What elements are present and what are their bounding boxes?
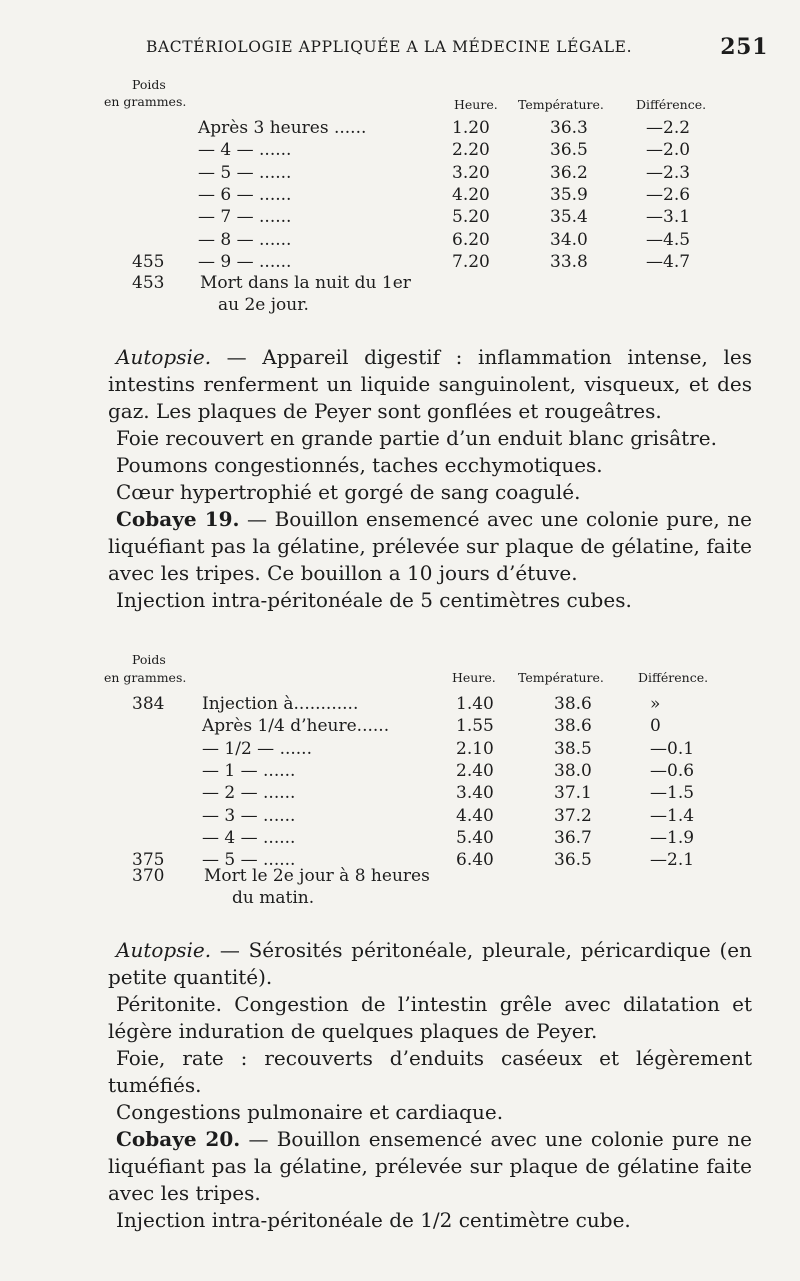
death-weight: 453 xyxy=(132,273,165,293)
row-temperature: 34.0 xyxy=(550,229,588,250)
autopsie-text: — Sérosités péritonéale, pleurale, péricardique (en petite quantité). xyxy=(108,938,752,989)
text-block-1 xyxy=(108,344,752,614)
row-temperature: 36.7 xyxy=(554,827,592,848)
col-weight-line1: Poids xyxy=(132,652,166,667)
row-label: Injection à............ xyxy=(202,694,359,714)
col-weight-line1: Poids xyxy=(132,77,166,92)
row-hour: 6.20 xyxy=(452,229,490,250)
row-temperature: 37.1 xyxy=(554,783,592,804)
col-difference: Différence. xyxy=(636,97,707,112)
row-difference: —2.0 xyxy=(646,140,691,161)
row-difference: —0.1 xyxy=(650,738,695,759)
death-line-2: au 2e jour. xyxy=(218,295,309,315)
row-weight: 384 xyxy=(132,694,165,714)
row-hour: 4.20 xyxy=(452,184,490,205)
row-hour: 3.40 xyxy=(456,783,494,804)
row-temperature: 36.5 xyxy=(554,850,592,871)
row-hour: 2.10 xyxy=(456,738,494,759)
row-difference: —0.6 xyxy=(650,760,695,781)
row-label: Après 3 heures ...... xyxy=(198,118,367,138)
row-difference: » xyxy=(650,694,661,714)
col-hour: Heure. xyxy=(454,97,498,112)
paragraph-poumons: Poumons congestionnés, taches ecchymotiques. xyxy=(116,453,603,477)
row-difference: —2.3 xyxy=(646,162,691,183)
row-hour: 1.55 xyxy=(456,716,494,737)
row-hour: 4.40 xyxy=(456,805,494,826)
autopsie-paragraph xyxy=(108,937,752,991)
row-temperature: 38.6 xyxy=(554,716,592,737)
death-weight: 370 xyxy=(132,866,165,886)
row-difference: —2.2 xyxy=(646,118,691,138)
col-hour: Heure. xyxy=(452,670,496,685)
row-temperature: 35.4 xyxy=(550,207,588,228)
cobaye-text: — Bouillon ensemencé avec une colonie pure ne liquéfiant pas la gélatine, prélevée sur plaque de gélatine faite avec les tripes. xyxy=(108,1127,752,1205)
row-difference: —2.1 xyxy=(650,850,695,871)
death-line-2: du matin. xyxy=(232,888,315,908)
row-temperature: 38.6 xyxy=(554,694,592,714)
row-temperature: 36.3 xyxy=(550,118,588,138)
row-label: — 6 — ...... xyxy=(198,184,292,205)
paragraph-congestions: Congestions pulmonaire et cardiaque. xyxy=(116,1100,504,1124)
autopsie-paragraph xyxy=(108,344,752,425)
paragraph-injection: Injection intra-péritonéale de 1/2 centimètre cube. xyxy=(116,1208,631,1232)
row-hour: 1.20 xyxy=(452,118,490,138)
cobaye-paragraph xyxy=(108,506,752,587)
autopsie-text: — Appareil digestif : inflammation intense, les intestins renferment un liquide sanguinolent, visqueux, et des gaz. Les plaques de Peyer sont gonflées et rougeâtres. xyxy=(108,345,752,423)
col-weight-line2: en grammes. xyxy=(104,94,187,109)
death-line-1: Mort le 2e jour à 8 heures xyxy=(204,866,430,886)
row-hour: 2.40 xyxy=(456,760,494,781)
death-line-1: Mort dans la nuit du 1er xyxy=(200,273,411,293)
row-difference: 0 xyxy=(650,716,661,737)
row-label: — 8 — ...... xyxy=(198,229,292,250)
row-difference: —3.1 xyxy=(646,207,691,228)
row-label: — 2 — ...... xyxy=(202,783,296,804)
paragraph-foie-rate: Foie, rate : recouverts d’enduits caséeux et légèrement tuméfiés. xyxy=(108,1046,752,1097)
row-difference: —2.6 xyxy=(646,184,691,205)
row-label: — 5 — ...... xyxy=(202,850,296,871)
row-hour: 5.40 xyxy=(456,827,494,848)
row-label: Après 1/4 d’heure...... xyxy=(202,716,390,737)
row-temperature: 35.9 xyxy=(550,184,588,205)
row-temperature: 36.2 xyxy=(550,162,588,183)
header-title: BACTÉRIOLOGIE APPLIQUÉE A LA MÉDECINE LÉGALE. xyxy=(146,38,633,56)
row-label: — 5 — ...... xyxy=(198,162,292,183)
row-difference: —4.5 xyxy=(646,229,691,250)
row-label: — 4 — ...... xyxy=(198,140,292,161)
cobaye-label: Cobaye 19. xyxy=(116,507,240,531)
text-block-2 xyxy=(108,937,752,1234)
page-number: 251 xyxy=(720,34,768,60)
row-hour: 7.20 xyxy=(452,251,490,272)
autopsie-label: Autopsie. xyxy=(116,345,212,369)
row-temperature: 38.5 xyxy=(554,738,592,759)
row-difference: —4.7 xyxy=(646,251,691,272)
row-label: — 1 — ...... xyxy=(202,760,296,781)
row-weight: 375 xyxy=(132,850,165,871)
row-temperature: 38.0 xyxy=(554,760,592,781)
col-temperature: Température. xyxy=(518,97,604,112)
row-hour: 3.20 xyxy=(452,162,490,183)
col-difference: Différence. xyxy=(638,670,709,685)
cobaye-text: — Bouillon ensemencé avec une colonie pure, ne liquéfiant pas la gélatine, prélevée sur plaque de gélatine, faite avec les tripes. Ce bouillon a 10 jours d’étuve. xyxy=(108,507,752,585)
paragraph-foie: Foie recouvert en grande partie d’un enduit blanc grisâtre. xyxy=(116,426,717,450)
row-hour: 2.20 xyxy=(452,140,490,161)
row-label: — 1/2 — ...... xyxy=(202,738,312,759)
row-hour: 1.40 xyxy=(456,694,494,714)
row-label: — 9 — ...... xyxy=(198,251,292,272)
row-label: — 7 — ...... xyxy=(198,207,292,228)
row-label: — 3 — ...... xyxy=(202,805,296,826)
row-hour: 5.20 xyxy=(452,207,490,228)
row-difference: —1.9 xyxy=(650,827,695,848)
row-difference: —1.4 xyxy=(650,805,695,826)
row-hour: 6.40 xyxy=(456,850,494,871)
row-temperature: 33.8 xyxy=(550,251,588,272)
row-temperature: 36.5 xyxy=(550,140,588,161)
col-temperature: Température. xyxy=(518,670,604,685)
row-temperature: 37.2 xyxy=(554,805,592,826)
row-difference: —1.5 xyxy=(650,783,695,804)
paragraph-coeur: Cœur hypertrophié et gorgé de sang coagulé. xyxy=(116,480,581,504)
cobaye-label: Cobaye 20. xyxy=(116,1127,241,1151)
col-weight-line2: en grammes. xyxy=(104,670,187,685)
row-label: — 4 — ...... xyxy=(202,827,296,848)
paragraph-peritonite: Péritonite. Congestion de l’intestin grêle avec dilatation et légère induration de quelques plaques de Peyer. xyxy=(108,992,752,1043)
cobaye-paragraph xyxy=(108,1126,752,1207)
row-weight: 455 xyxy=(132,251,165,272)
paragraph-injection: Injection intra-péritonéale de 5 centimètres cubes. xyxy=(116,588,632,612)
autopsie-label: Autopsie. xyxy=(116,938,212,962)
